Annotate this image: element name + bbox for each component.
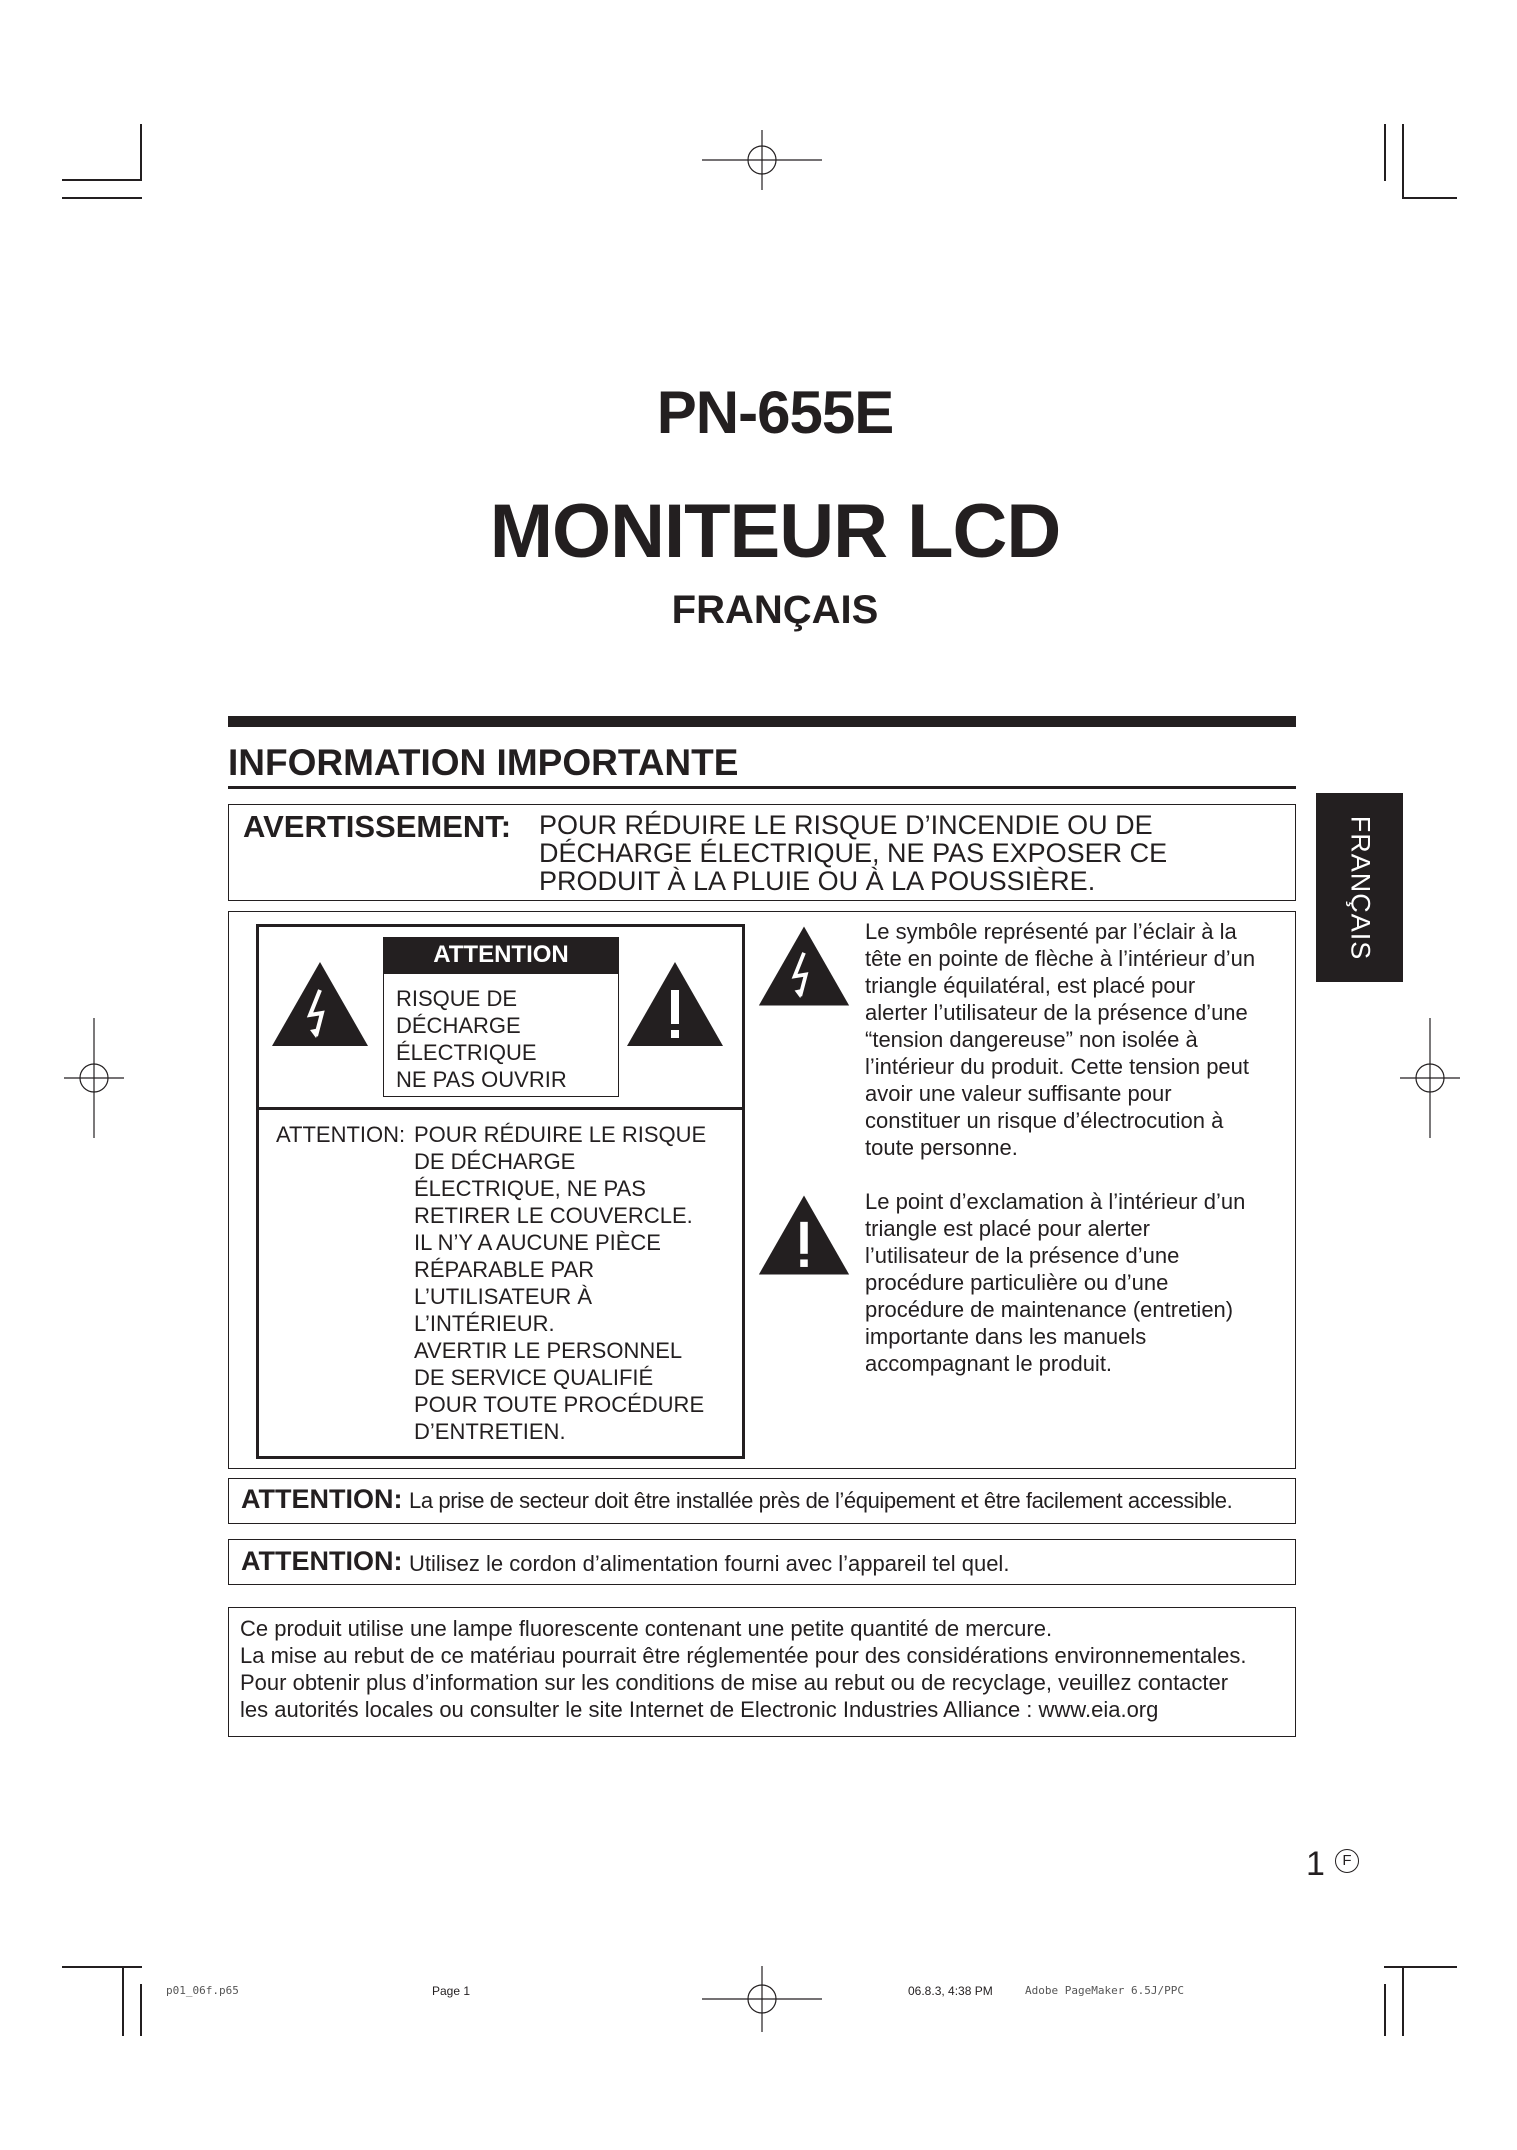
crop-mark — [1384, 1984, 1386, 2036]
registration-mark-icon — [702, 1966, 822, 2032]
product-title: MONITEUR LCD — [489, 489, 1061, 574]
description-line: toute personne. — [865, 1135, 1018, 1160]
crop-mark — [1384, 124, 1386, 181]
caution-statement-line: RÉPARABLE PAR — [414, 1257, 595, 1282]
crop-mark — [140, 124, 142, 181]
description-line: l’intérieur du produit. Cette tension peut — [865, 1054, 1250, 1079]
warning-line: POUR RÉDUIRE LE RISQUE D’INCENDIE OU DE — [539, 810, 1153, 840]
slug-application: Adobe PageMaker 6.5J/PPC — [1025, 1984, 1184, 1997]
caution-statement-line: L’UTILISATEUR À — [414, 1284, 593, 1309]
caution-statement-line: IL N’Y A AUCUNE PIÈCE — [414, 1230, 661, 1255]
slug-page: Page 1 — [432, 1984, 471, 1998]
caution-statement-line: RETIRER LE COUVERCLE. — [414, 1203, 693, 1228]
crop-mark — [62, 1966, 142, 1968]
warning-text — [539, 811, 1167, 895]
page-marker-circle: F — [1335, 1849, 1359, 1873]
exclamation-warning-icon — [757, 1193, 851, 1277]
section-title-rule — [228, 786, 1296, 789]
notice-label: ATTENTION: — [241, 1546, 403, 1576]
mercury-notice-text — [240, 1615, 1246, 1723]
caution-statement-line: ÉLECTRIQUE, NE PAS — [414, 1176, 646, 1201]
description-line: tête en pointe de flèche à l’intérieur d’un — [865, 946, 1256, 971]
warning-line: PRODUIT À LA PLUIE OU À LA POUSSIÈRE. — [539, 866, 1096, 896]
description-line: triangle équilatéral, est placé pour — [865, 973, 1196, 998]
description-line: alerter l’utilisateur de la présence d’une — [865, 1000, 1248, 1025]
mercury-line: Ce produit utilise une lampe fluorescente contenant une petite quantité de mercure. — [240, 1616, 1053, 1641]
model-number: PN-655E — [656, 379, 894, 446]
lightning-warning-icon — [757, 924, 851, 1008]
caution-line: NE PAS OUVRIR — [396, 1067, 567, 1092]
caution-statement-line: AVERTIR LE PERSONNEL — [414, 1338, 683, 1363]
crop-mark — [62, 197, 142, 199]
registration-mark-icon — [64, 1018, 124, 1138]
mercury-line: les autorités locales ou consulter le site Internet de Electronic Industries Alliance : www.eia.org — [240, 1697, 1159, 1722]
caution-line: ÉLECTRIQUE — [396, 1040, 537, 1065]
description-line: Le symbôle représenté par l’éclair à la — [865, 919, 1237, 944]
crop-mark — [1402, 1966, 1404, 2036]
crop-mark — [140, 1984, 142, 2036]
section-top-bar — [228, 716, 1296, 727]
description-line: avoir une valeur suffisante pour — [865, 1081, 1172, 1106]
crop-mark — [1384, 1966, 1457, 1968]
caution-divider — [256, 1107, 745, 1110]
language-heading: FRANÇAIS — [671, 588, 879, 632]
caution-statement-line: DE DÉCHARGE — [414, 1149, 576, 1174]
notice-text: Utilisez le cordon d’alimentation fourni avec l’appareil tel quel. — [409, 1551, 1010, 1576]
language-side-tab — [1316, 793, 1403, 982]
caution-statement-label: ATTENTION: — [276, 1122, 406, 1147]
description-line: l’utilisateur de la présence d’une — [865, 1243, 1180, 1268]
crop-mark — [62, 179, 142, 181]
caution-statement-line: L’INTÉRIEUR. — [414, 1311, 555, 1336]
description-line: triangle est placé pour alerter — [865, 1216, 1150, 1241]
caution-header: ATTENTION — [383, 937, 619, 973]
lightning-warning-icon — [270, 960, 370, 1048]
mercury-line: La mise au rebut de ce matériau pourrait être réglementée pour des considérations environnementales. — [240, 1643, 1247, 1668]
slug-filename: p01_06f.p65 — [166, 1984, 239, 1997]
description-line: procédure particulière ou d’une — [865, 1270, 1169, 1295]
caution-statement-line: DE SERVICE QUALIFIÉ — [414, 1365, 654, 1390]
description-line: importante dans les manuels — [865, 1324, 1147, 1349]
exclamation-symbol-description — [865, 1188, 1245, 1377]
slug-datetime: 06.8.3, 4:38 PM — [908, 1984, 993, 1998]
warning-line: DÉCHARGE ÉLECTRIQUE, NE PAS EXPOSER CE — [539, 838, 1168, 868]
exclamation-warning-icon — [625, 960, 725, 1048]
caution-statement-line: D’ENTRETIEN. — [414, 1419, 566, 1444]
crop-mark — [122, 1966, 124, 2036]
registration-mark-icon — [1400, 1018, 1460, 1138]
page-number: 1 — [1306, 1845, 1325, 1883]
description-line: accompagnant le produit. — [865, 1351, 1113, 1376]
notice-label: ATTENTION: — [241, 1484, 403, 1514]
caution-line: DÉCHARGE — [396, 1013, 521, 1038]
side-tab-label: FRANÇAIS — [1345, 815, 1375, 960]
section-title: INFORMATION IMPORTANTE — [228, 742, 739, 783]
lightning-symbol-description — [865, 918, 1255, 1161]
notice-text: La prise de secteur doit être installée près de l’équipement et être facilement accessible. — [409, 1488, 1233, 1513]
caution-label-text — [396, 985, 567, 1093]
mercury-line: Pour obtenir plus d’information sur les conditions de mise au rebut ou de recyclage, veuillez contacter — [240, 1670, 1229, 1695]
warning-label: AVERTISSEMENT: — [243, 809, 512, 844]
description-line: “tension dangereuse” non isolée à — [865, 1027, 1198, 1052]
caution-statement-line: POUR RÉDUIRE LE RISQUE — [414, 1122, 707, 1147]
crop-mark — [1402, 197, 1457, 199]
caution-statement-line: POUR TOUTE PROCÉDURE — [414, 1392, 705, 1417]
crop-mark — [1402, 124, 1404, 199]
description-line: Le point d’exclamation à l’intérieur d’un — [865, 1189, 1246, 1214]
registration-mark-icon — [702, 130, 822, 190]
description-line: procédure de maintenance (entretien) — [865, 1297, 1234, 1322]
caution-statement-text — [414, 1121, 706, 1445]
description-line: constituer un risque d’électrocution à — [865, 1108, 1224, 1133]
caution-line: RISQUE DE — [396, 986, 518, 1011]
